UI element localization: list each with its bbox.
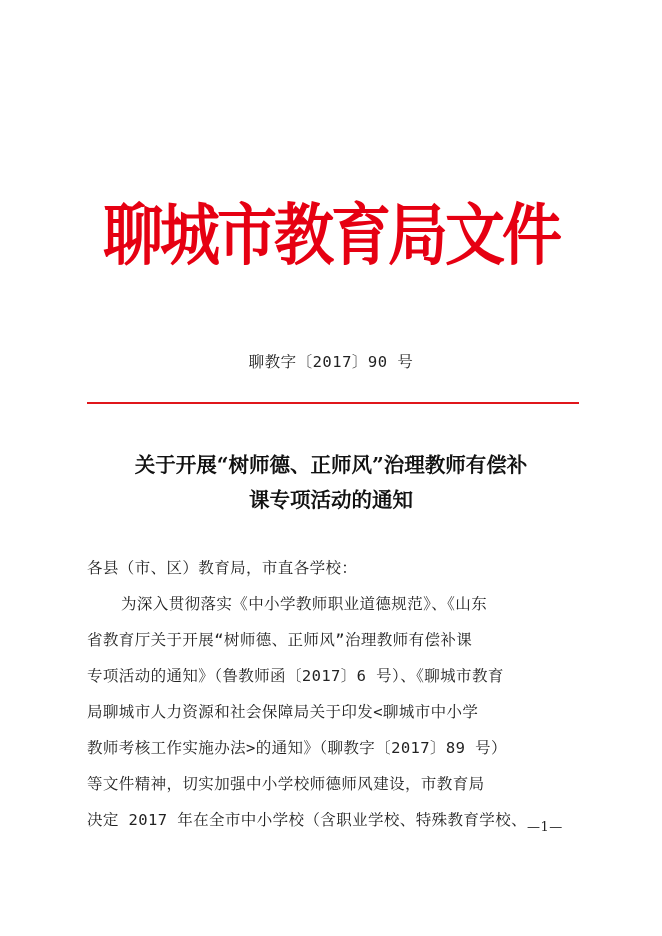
notice-title-line-1: 关于开展“树师德、正师风”治理教师有偿补 bbox=[134, 453, 528, 477]
body-line: 局聊城市人力资源和社会保障局关于印发<聊城市中小学 bbox=[87, 703, 479, 721]
body-line: 专项活动的通知》（鲁教师函〔2017〕6 号）、《聊城市教育 bbox=[87, 667, 504, 685]
body-line: 决定 2017 年在全市中小学校（含职业学校、特殊教育学校、 bbox=[87, 811, 527, 829]
salutation: 各县（市、区）教育局，市直各学校： bbox=[87, 559, 358, 577]
document-number: 聊教字〔2017〕90 号 bbox=[248, 353, 414, 371]
notice-title bbox=[60, 448, 602, 518]
body-line: 省教育厅关于开展“树师德、正师风”治理教师有偿补课 bbox=[87, 631, 473, 649]
page-number: —1— bbox=[527, 820, 563, 835]
body-line: 教师考核工作实施办法>的通知》（聊教字〔2017〕89 号） bbox=[87, 739, 507, 757]
document-header-title: 聊城市教育局文件 bbox=[103, 196, 559, 276]
body-line: 为深入贯彻落实《中小学教师职业道德规范》、《山东 bbox=[121, 595, 488, 613]
red-separator-line bbox=[87, 402, 579, 404]
notice-title-line-2: 课专项活动的通知 bbox=[249, 488, 413, 512]
body-line: 等文件精神，切实加强中小学校师德师风建设，市教育局 bbox=[87, 775, 485, 793]
